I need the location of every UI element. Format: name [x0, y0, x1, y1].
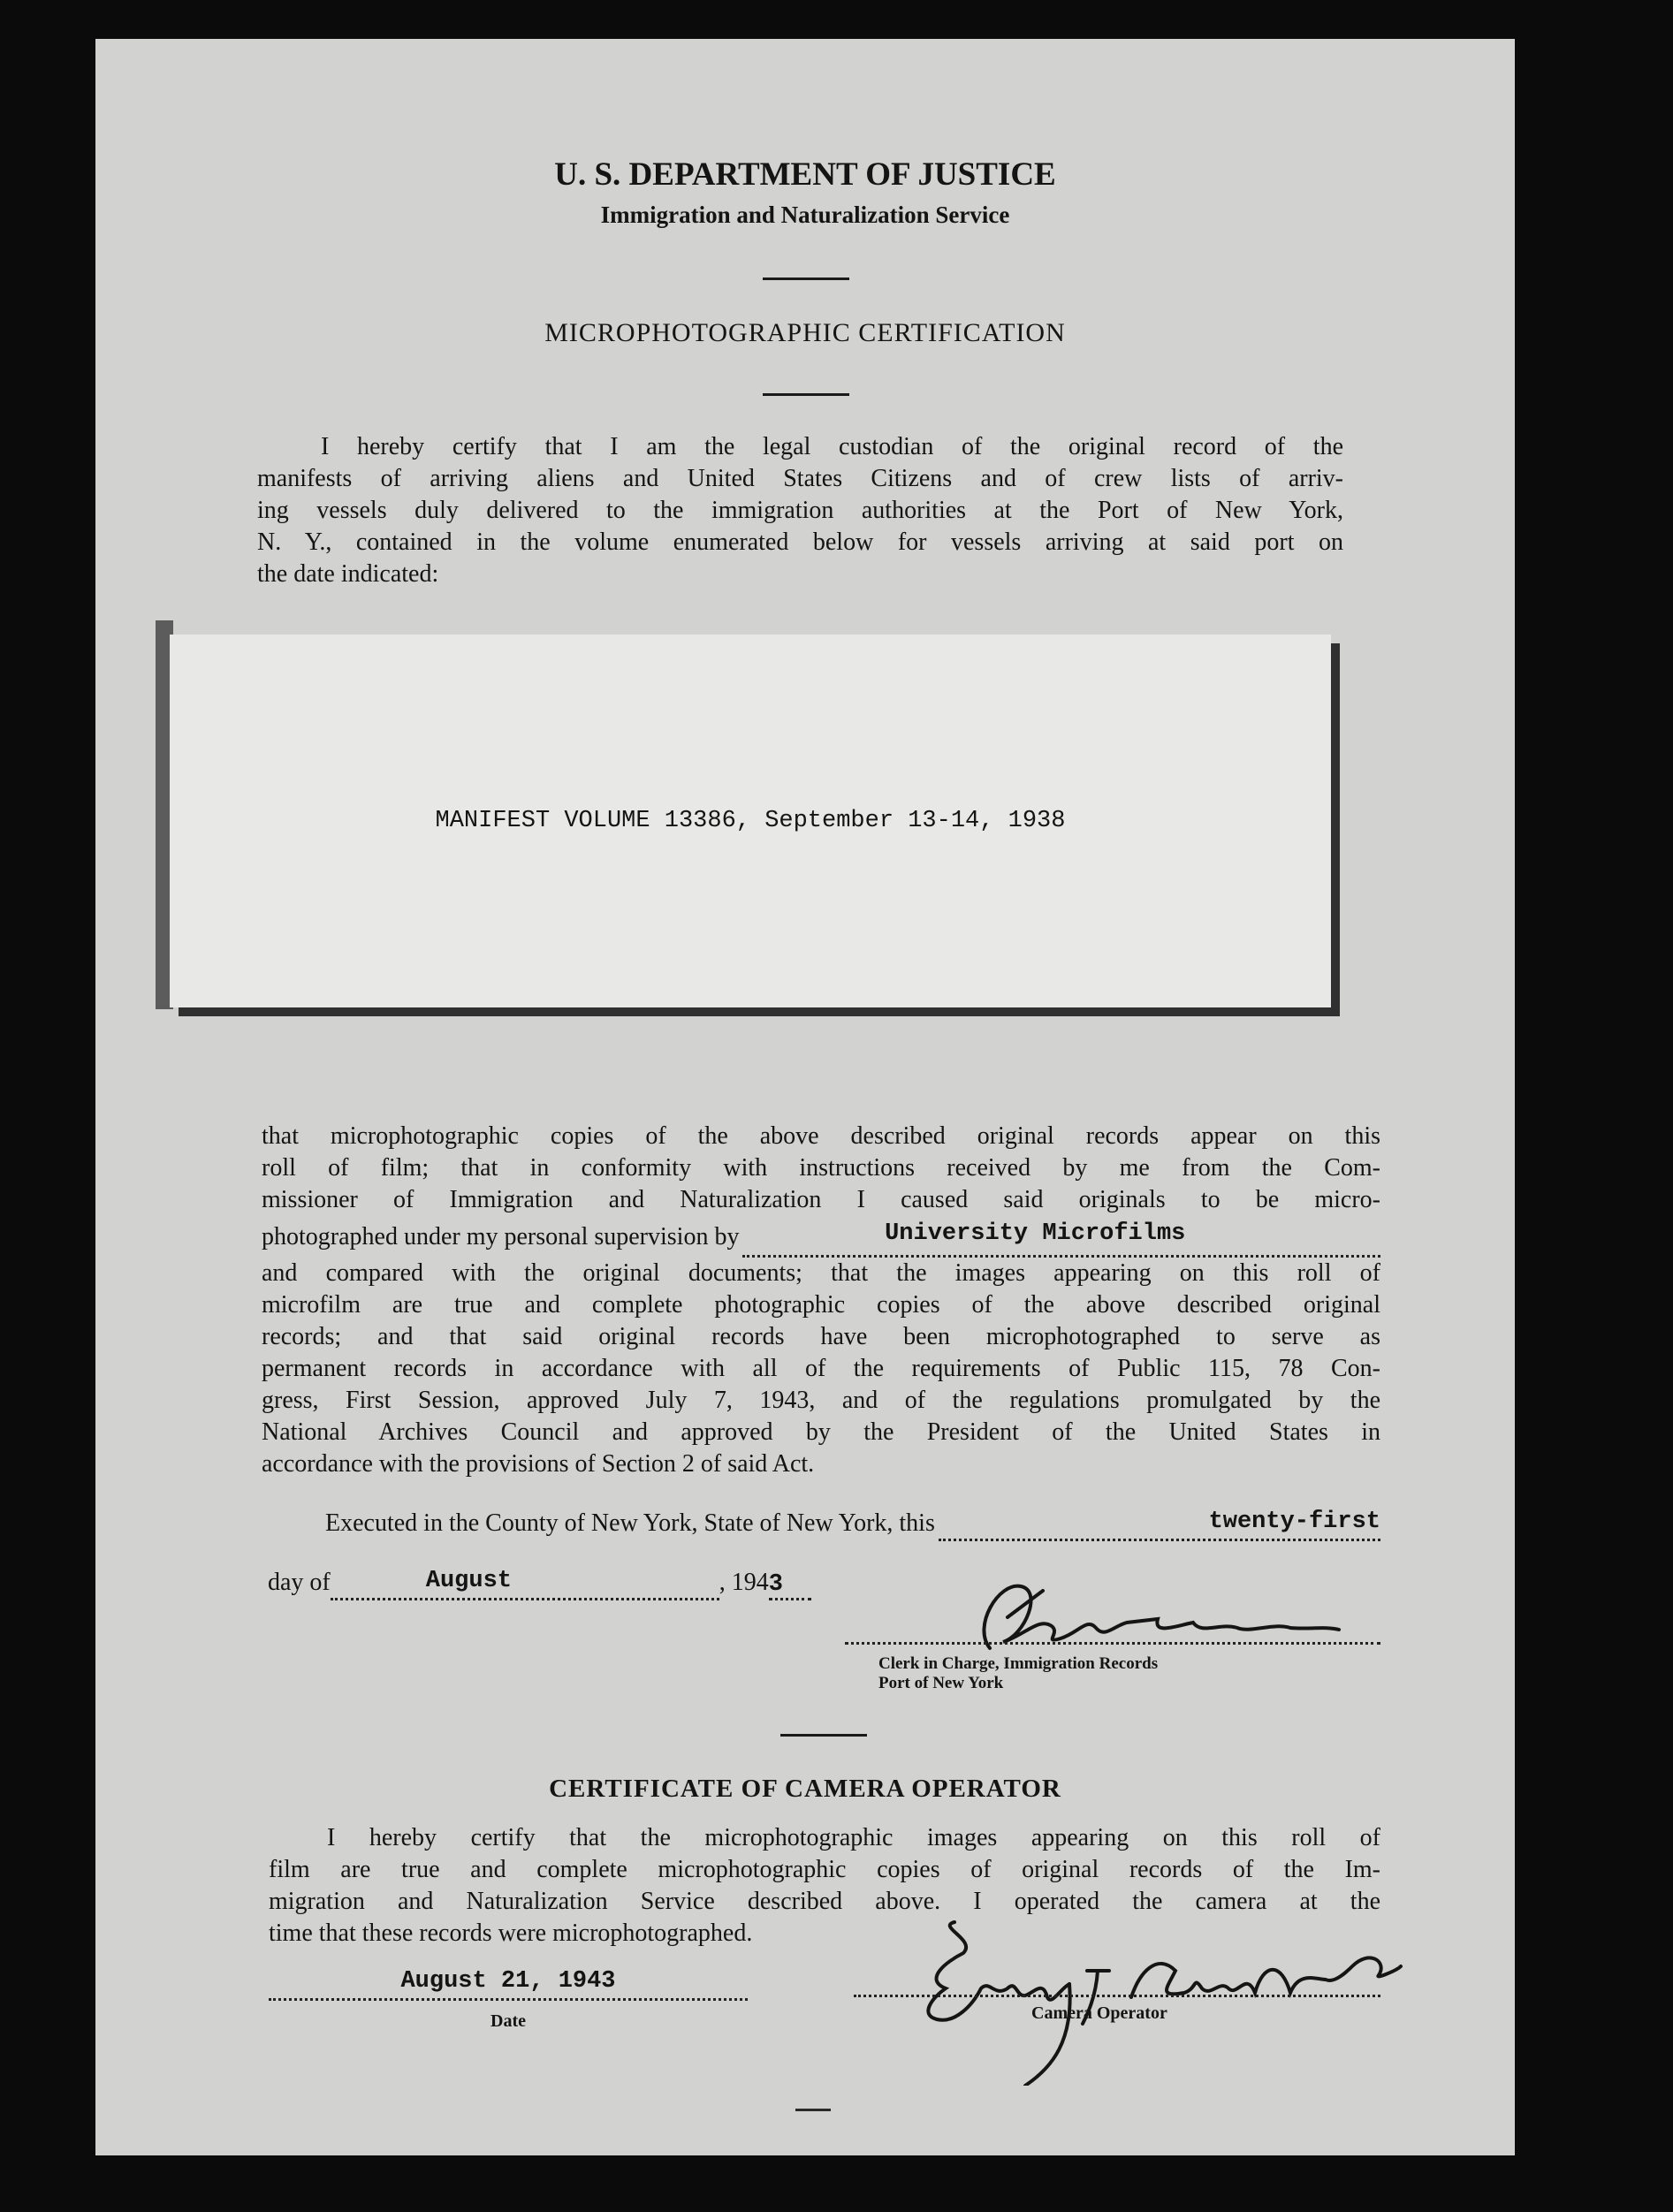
camera-line: migration and Naturalization Service described above. I operated the camera at the: [269, 1888, 1380, 1915]
intro-line: the date indicated:: [257, 560, 439, 588]
body-line: National Archives Council and approved by the President of the United States in: [262, 1418, 1380, 1446]
camera-operator-signature: [893, 1900, 1423, 2086]
executed-prefix: Executed in the County of New York, State of New York, this: [325, 1509, 935, 1537]
camera-line: time that these records were microphotographed.: [269, 1919, 753, 1947]
body-paragraph: [262, 1121, 1380, 1480]
camera-operator-signature-line: [854, 1995, 1380, 1997]
camera-date-field: [269, 1968, 748, 2001]
executed-line: [325, 1509, 1380, 1541]
executed-day-field: [939, 1509, 1380, 1541]
month-value: August: [425, 1568, 512, 1594]
intro-line: N. Y., contained in the volume enumerated below for vessels arriving at said port on: [257, 528, 1343, 556]
executed-day-value: twenty-first: [1208, 1509, 1380, 1535]
day-of-prefix: day of: [268, 1569, 331, 1596]
body-line: that microphotographic copies of the above described original records appear on this: [262, 1122, 1380, 1150]
clerk-signature-line: [845, 1642, 1380, 1645]
month-field: [331, 1569, 719, 1600]
date-label: Date: [490, 2011, 526, 2031]
camera-line: film are true and complete microphotographic copies of original records of the Im-: [269, 1856, 1380, 1883]
divider: [780, 1734, 867, 1737]
camera-heading: CERTIFICATE OF CAMERA OPERATOR: [549, 1775, 1061, 1803]
supervisor-field: [742, 1221, 1380, 1258]
intro-line: manifests of arriving aliens and United States Citizens and of crew lists of arriv-: [257, 465, 1343, 492]
manifest-volume-text: MANIFEST VOLUME 13386, September 13-14, 1938: [435, 808, 1066, 834]
year-prefix: , 194: [719, 1569, 769, 1596]
bottom-mark: [795, 2109, 831, 2111]
intro-line: ing vessels duly delivered to the immigration authorities at the Port of New York,: [257, 497, 1343, 524]
divider: [763, 393, 849, 396]
service-subheading: Immigration and Naturalization Service: [600, 201, 1010, 228]
body-line: missioner of Immigration and Naturalization I caused said originals to be micro-: [262, 1186, 1380, 1213]
clerk-caption: [878, 1654, 1158, 1693]
intro-line: I hereby certify that I am the legal custodian of the original record of the: [321, 433, 1343, 460]
camera-operator-label: Camera Operator: [1031, 2003, 1167, 2023]
manifest-slip: [170, 635, 1331, 1007]
body-line: records; and that said original records have been microphotographed to serve as: [262, 1323, 1380, 1350]
body-line: gress, First Session, approved July 7, 1943, and of the regulations promulgated by the: [262, 1387, 1380, 1414]
supervisor-value: University Microfilms: [885, 1220, 1186, 1247]
body-line: roll of film; that in conformity with instructions received by me from the Com-: [262, 1154, 1380, 1182]
clerk-signature: [937, 1564, 1343, 1661]
body-line: and compared with the original documents; that the images appearing on this roll of: [262, 1259, 1380, 1287]
clerk-title: Clerk in Charge, Immigration Records: [878, 1654, 1159, 1673]
body-line: microfilm are true and complete photographic copies of the above described original: [262, 1291, 1380, 1319]
agency-heading: U. S. DEPARTMENT OF JUSTICE: [554, 156, 1056, 193]
supervision-line: [262, 1221, 1380, 1258]
supervision-prefix: photographed under my personal supervision by: [262, 1223, 740, 1250]
body-line: permanent records in accordance with all of the requirements of Public 115, 78 Con-: [262, 1355, 1380, 1382]
year-digit: 3: [768, 1571, 783, 1598]
intro-paragraph: [257, 431, 1343, 590]
day-of-line: [268, 1569, 811, 1600]
certification-title: MICROPHOTOGRAPHIC CERTIFICATION: [544, 318, 1066, 347]
camera-date-value: August 21, 1943: [400, 1968, 616, 1995]
year-field: [769, 1569, 811, 1600]
divider: [763, 277, 849, 280]
clerk-port: Port of New York: [878, 1674, 1004, 1692]
camera-line: I hereby certify that the microphotographic images appearing on this roll of: [327, 1824, 1380, 1851]
body-line: accordance with the provisions of Section 2 of said Act.: [262, 1450, 815, 1478]
